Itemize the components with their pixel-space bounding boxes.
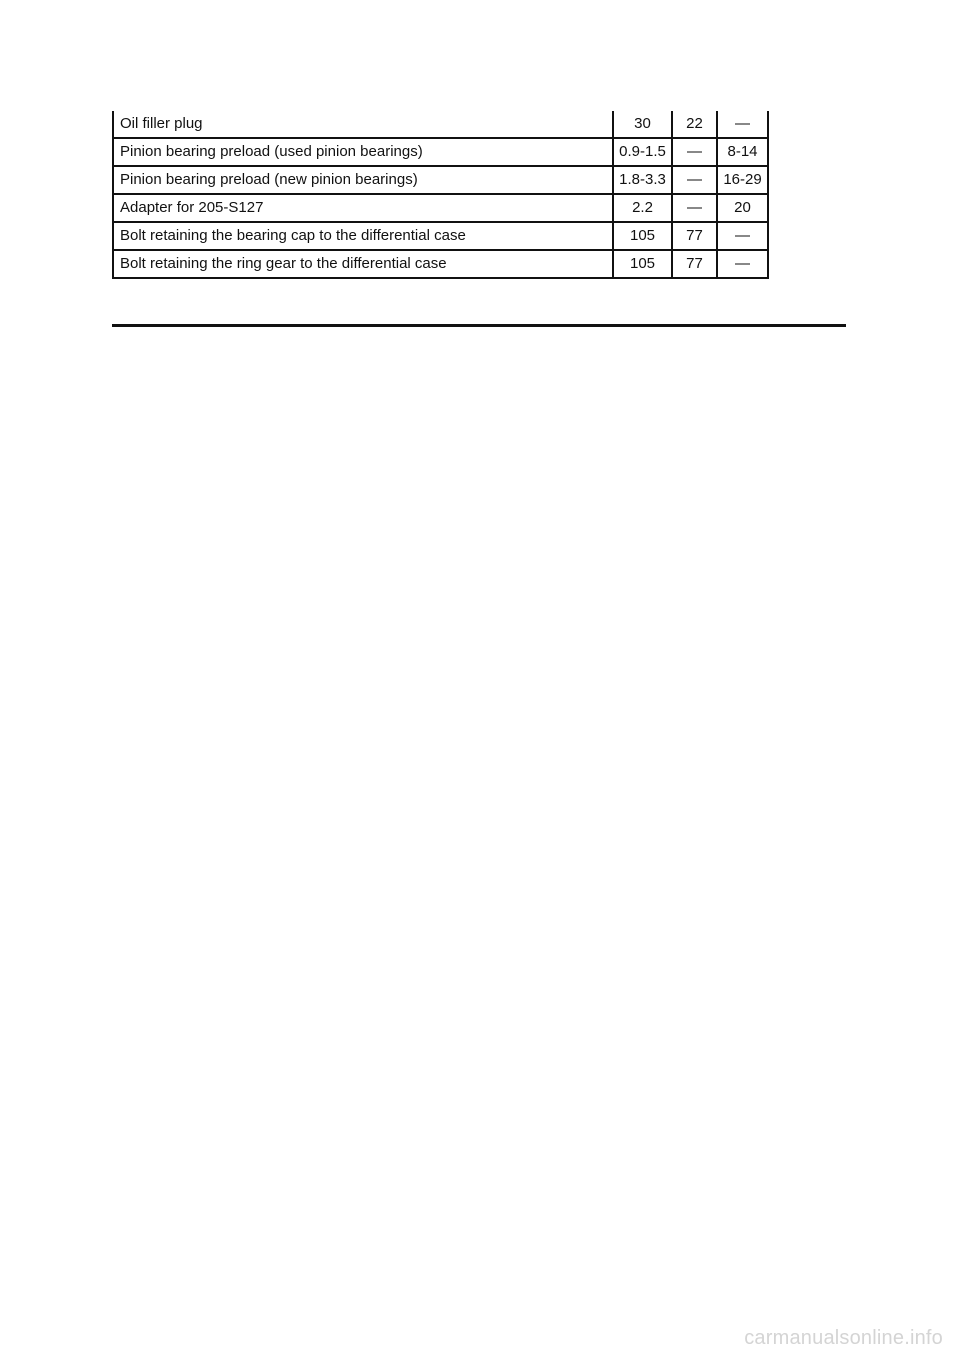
row-value-3: 8-14 xyxy=(717,138,768,166)
row-description: Adapter for 205-S127 xyxy=(113,194,613,222)
row-value-2: 77 xyxy=(672,250,717,278)
table-row xyxy=(113,138,768,166)
row-value-3: — xyxy=(717,250,768,278)
section-divider xyxy=(112,324,846,327)
row-value-1: 0.9-1.5 xyxy=(613,138,672,166)
row-value-1: 1.8-3.3 xyxy=(613,166,672,194)
torque-spec-table xyxy=(112,111,769,279)
row-description: Bolt retaining the bearing cap to the differential case xyxy=(113,222,613,250)
table-row xyxy=(113,222,768,250)
row-value-1: 105 xyxy=(613,222,672,250)
table-row xyxy=(113,250,768,278)
table-row xyxy=(113,111,768,138)
table-row xyxy=(113,166,768,194)
row-description: Pinion bearing preload (used pinion bearings) xyxy=(113,138,613,166)
row-value-3: — xyxy=(717,222,768,250)
row-value-2: — xyxy=(672,138,717,166)
row-value-3: 20 xyxy=(717,194,768,222)
row-value-2: — xyxy=(672,194,717,222)
row-value-2: 22 xyxy=(672,111,717,138)
row-value-2: — xyxy=(672,166,717,194)
row-description: Bolt retaining the ring gear to the differential case xyxy=(113,250,613,278)
row-value-1: 2.2 xyxy=(613,194,672,222)
watermark-footer: carmanualsonline.info xyxy=(744,1327,943,1349)
table-row xyxy=(113,194,768,222)
row-value-3: 16-29 xyxy=(717,166,768,194)
row-description: Oil filler plug xyxy=(113,111,613,138)
row-description: Pinion bearing preload (new pinion bearings) xyxy=(113,166,613,194)
row-value-2: 77 xyxy=(672,222,717,250)
row-value-1: 30 xyxy=(613,111,672,138)
row-value-1: 105 xyxy=(613,250,672,278)
row-value-3: — xyxy=(717,111,768,138)
